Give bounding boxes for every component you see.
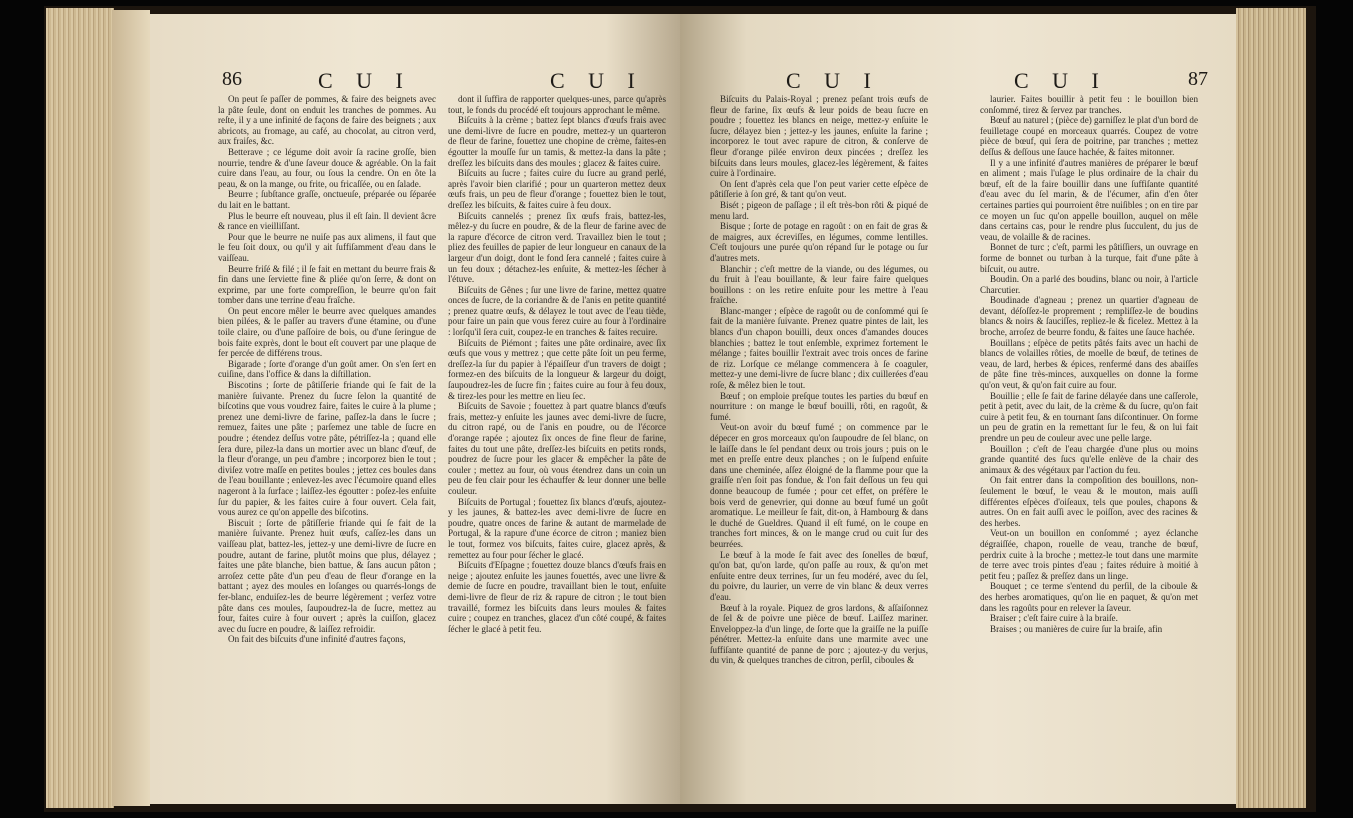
paragraph: On fait des biſcuits d'une infinité d'autres façons, <box>228 634 406 645</box>
left-column-1 <box>218 94 436 645</box>
paragraph: Bigarade ; ſorte d'orange d'un goût amer. On s'en ſert en cuiſine, dans l'office & dans la diſtillation. <box>218 358 436 380</box>
paragraph: Plus le beurre eſt nouveau, plus il eſt ſain. Il devient âcre & rance en vieilliſſant. <box>218 210 436 232</box>
left-running-head-1: C U I <box>318 68 412 93</box>
right-page-edges <box>1236 8 1306 808</box>
paragraph: On ſent d'après cela que l'on peut varier cette eſpèce de pâtiſſerie à ſon gré, & tant qu'on veut. <box>710 178 928 200</box>
paragraph: Blanc-manger ; eſpèce de ragoût ou de conſommé qui ſe fait de la manière ſuivante. Prenez quatre pintes de lait, les blancs d'un chapon bouilli, deux onces d'amandes douces blanchies ; battez le tout enſemble, exprimez fortement le mélange ; faites bouillir l'extrait avec trois onces de farine de riz. Lorſque ce mélange commencera à ſe coaguler, mettez-y une demi-livre de ſucre blanc ; dix cuillerées d'eau roſe, & mêlez bien le tout. <box>710 305 928 391</box>
paragraph: Betterave ; ce légume doit avoir ſa racine groſſe, bien nourrie, tendre & d'une ſaveur douce & agréable. On la fait cuire dans l'eau, au four, ou ſous la cendre. On en ôte la peau, & on la mange, ou frite, ou fricaſſée, ou en ſalade. <box>218 146 436 189</box>
paragraph: Boudinade d'agneau ; prenez un quartier d'agneau de devant, déſoſſez-le proprement ; rempliſſez-le de boudins blancs & noirs & ſauciſſes, repliez-le & ficelez. Mettez à la broche, arroſez de beurre fondu, & faites une ſauce hachée. <box>980 295 1198 338</box>
right-running-head-1: C U I <box>786 68 880 93</box>
paragraph: Bisque ; ſorte de potage en ragoût : on en fait de gras & de maigres, aux écreviſſes, en légumes, comme lentilles. C'eſt toujours une purée qu'on répand ſur le potage ou ſur d'autres mets. <box>710 221 928 263</box>
paragraph: laurier. Faites bouillir à petit feu : le bouillon bien conſommé, tirez & ſervez par tranches. <box>980 94 1198 115</box>
paragraph: Biſcuits cannelés ; prenez ſix œufs frais, battez-les, mêlez-y du ſucre en poudre, & de la fleur de farine avec de la rapure d'écorce de citron verd. Travaillez bien le tout ; pliez des feuilles de papier de leur longueur en canaux de la largeur d'un doigt, dont le fond ſera cannelé ; faites cuire à un feu doux ; détachez-les enſuite, & mettez-les ſécher à l'étuve. <box>448 210 666 285</box>
paragraph: Bœuf ; on emploie preſque toutes les parties du bœuf en nourriture : on mange le bœuf bouilli, rôti, en ragoût, & fumé. <box>710 390 928 422</box>
paragraph: Bouillie ; elle ſe fait de farine délayée dans une caſſerole, petit à petit, avec du lait, de la crème & du ſucre, qu'on fait cuire à petit feu, & en tournant ſans diſcontinuer. On forme un peu de gratin en la remettant ſur le feu, & on lui fait prendre un peu de couleur avec une pelle large. <box>980 390 1198 443</box>
paragraph: Bouquet ; ce terme s'entend du perſil, de la ciboule & des herbes aromatiques, qu'on lie en paquet, & qu'on met dans les ragoûts pour en relever la ſaveur. <box>980 581 1198 613</box>
paragraph: Le bœuf à la mode ſe fait avec des ſonelles de bœuf, qu'on bat, qu'on larde, qu'on paſſe au roux, & qu'on met enſuite entre deux terrines, ſur un feu modéré, avec du ſel, du poivre, du laurier, un verre de vin blanc & deux verres d'eau. <box>710 549 928 602</box>
paragraph: Bœuf au naturel ; (pièce de) garniſſez le plat d'un bord de feuilletage coupé en morceaux quarrés. Coupez de votre pièce de bœuf, qui ſera de poitrine, par tranches ; mettez deſſus & deſſous une ſauce hachée, & faites mitonner. <box>980 115 1198 157</box>
paragraph: Biſcuits de Piémont ; faites une pâte ordinaire, avec ſix œufs que vous y mettrez ; que cette pâte ſoit un peu ferme, dreſſez-la ſur du papier à l'épaiſſeur d'un travers de doigt ; formez-en des biſcuits de la longueur & largeur du doigt, ſaupoudrez-les de ſucre fin ; faites cuire au four à feu doux, & tirez-les pour les mettre en lieu ſec. <box>448 337 666 401</box>
left-column-2 <box>448 94 666 634</box>
right-column-1 <box>710 94 928 666</box>
right-running-head-2: C U I <box>1014 68 1108 93</box>
paragraph: Biſcuits de Savoie ; fouettez à part quatre blancs d'œufs frais, mettez-y enſuite les jaunes avec demi-livre de ſucre, du citron rapé, ou de l'anis en poudre, ou de l'écorce d'orange rapée ; ajoutez ſix onces de fine fleur de farine, faites du tout une pâte, dreſſez-les biſcuits en petits ronds, poudrez de ſucre pour les glacer & empêcher la pâte de couler ; mettez au four, où vous étendrez dans un coin un peu de feu clair pour les échauffer & leur donner une belle couleur. <box>448 401 666 496</box>
paragraph: Bisét ; pigeon de paſſage ; il eſt très-bon rôti & piqué de menu lard. <box>710 199 928 221</box>
paragraph: Biſcuits à la crème ; battez ſept blancs d'œufs frais avec une demi-livre de ſucre en poudre, mettez-y un quarteron de fleur de farine, fouettez une chopine de crème, faites-en égoutter la mouſſe ſur un tamis, & mettez-la dans la pâte ; dreſſez les biſcuits dans des moules ; glacez & faites cuire. <box>448 115 666 168</box>
paragraph: Beurre friſé & filé ; il ſe fait en mettant du beurre frais & fin dans une ſerviette fine & pliée qu'on ſerre, & dont on exprime, par une forte compreſſion, le beurre qu'on fait tomber dans une terrine d'eau fraîche. <box>218 263 436 306</box>
paragraph: Il y a une infinité d'autres manières de préparer le bœuf en aliment ; mais l'uſage le plus ordinaire de la chair du bœuf, eſt de la faire bouillir dans une ſuffiſante quantité d'eau avec du ſel marin, & de l'écumer, afin d'en ôter certaines parties qui pourroient être nuiſibles ; on en tire par ce moyen un ſuc qu'on appelle bouillon, auquel on mêle dans certains cas, pour le rendre plus ſucculent, du jus de veau, de volaille & de racines. <box>980 157 1198 242</box>
left-margin-fold <box>112 10 150 806</box>
paragraph: Veut-on avoir du bœuf fumé ; on commence par le dépecer en gros morceaux qu'on ſaupoudre de ſel blanc, on le laiſſe dans le ſel pendant deux ou trois jours ; puis on le met en preſſe entre deux planches ; on le ſuſpend enſuite dans une cheminée, aſſez éloigné de la flamme pour que la graiſſe n'en ſoit pas fondue, & l'on fait deſſous un feu qui donne beaucoup de fumée ; pour cet effet, on préfère le bois verd de genevrier, qui donne au bœuf fumé un goût aromatique. Le meilleur ſe fait, dit-on, à Hambourg & dans le duché de Gueldres. Quand il eſt fumé, on le coupe en tranches fort minces, & on le mange crud ou cuit ſur des beurrées. <box>710 422 928 549</box>
paragraph: Biſcuits de Gênes ; ſur une livre de farine, mettez quatre onces de ſucre, de la coriandre & de l'anis en petite quantité ; prenez quatre œufs, & délayez le tout avec de l'eau tiède, pour faire un pain que vous ferez cuire au four à l'ordinaire : lorſqu'il ſera cuit, coupez-le en tranches & faites recuire. <box>448 284 666 338</box>
paragraph: Braises ; ou manières de cuire ſur la braiſe, afin <box>990 623 1163 634</box>
paragraph: Veut-on un bouillon en conſommé ; ayez éclanche dégraiſſée, chapon, rouelle de veau, tranche de bœuf, perdrix cuite à la broche ; mettez-le tout dans une marmite de terre avec trois pintes d'eau ; faites réduire à moitié à petit feu ; paſſez & preſſez dans un linge. <box>980 528 1198 581</box>
paragraph: Biſcuits d'Eſpagne ; fouettez douze blancs d'œufs frais en neige ; ajoutez enſuite les jaunes fouettés, avec une livre & demie de ſucre en poudre, travaillant bien le tout, enſuite demi-livre de fleur de riz & rapure de citron ; le tout bien travaillé, formez les biſcuits dans leurs moules & faites cuire ; coupez en tranches, glacez d'un côté coupé, & faites ſécher le glacé à petit feu. <box>448 560 666 634</box>
paragraph: Biscotins ; ſorte de pâtiſſerie friande qui ſe fait de la manière ſuivante. Prenez du ſucre ſelon la quantité de biſcotins que vous voudrez faire, faites le cuire à la plume ; prenez une demi-livre de farine, paſſez-la dans le ſucre ; remuez, faites une pâte ; parſemez une table de ſucre en poudre ; étendez deſſus votre pâte, pétriſſez-la ; quand elle ſera dure, pilez-la dans un mortier avec un blanc d'œuf, de la fleur d'orange, un peu d'ambre ; incorporez bien le tout ; diviſez votre maſſe en petites boules ; jettez ces boules dans de l'eau bouillante ; enlevez-les avec l'écumoire quand elles nageront à la ſurface ; laiſſez-les égoutter : poſez-les enſuite ſur du papier, & les faites cuire à four ouvert. Cela fait, vous aurez ce qu'on appelle des biſcotins. <box>218 380 436 518</box>
paragraph: Biſcuits au ſucre ; faites cuire du ſucre au grand perlé, après l'avoir bien clarifié ; pour un quarteron mettez deux œufs frais, un peu de fleur d'orange ; fouettez bien le tout, dreſſez les biſcuits, & faites cuire à feu doux. <box>448 168 666 210</box>
right-column-2 <box>980 94 1198 634</box>
paragraph: Biſcuits de Portugal ; fouettez ſix blancs d'œufs, ajoutez-y les jaunes, & battez-les avec demi-livre de ſucre en poudre, quatre onces de farine & autant de marmelade de Portugal, & la rapure d'une écorce de citron ; maniez bien le tout, formez vos biſcuits, faites cuire, glacez après, & remettez au four pour ſécher le glacé. <box>448 496 666 560</box>
paragraph: Boudin. On a parlé des boudins, blanc ou noir, à l'article Charcutier. <box>980 274 1198 295</box>
paragraph: Bouillon ; c'eſt de l'eau chargée d'une plus ou moins grande quantité des ſucs qu'elle enlève de la chair des animaux & des végétaux par l'action du feu. <box>980 443 1198 475</box>
paragraph: Blanchir ; c'eſt mettre de la viande, ou des légumes, ou du fruit à l'eau bouillante, & leur faire faire quelques bouillons : on les retire enſuite pour les mettre à l'eau fraîche. <box>710 263 928 306</box>
right-page <box>680 14 1236 804</box>
left-page <box>150 14 680 804</box>
paragraph: On peut ſe paſſer de pommes, & faire des beignets avec la pâte ſeule, dont on enduit les tranches de pommes. Au reſte, il y a une infinité de façons de faire des beignets ; aux abricots, au fromage, au café, au chocolat, au citron verd, aux fraiſes, &c. <box>218 94 436 147</box>
paragraph: Braiser ; c'eſt faire cuire à la braiſe. <box>990 613 1118 624</box>
left-page-edges <box>46 8 114 808</box>
paragraph: Beurre ; ſubſtance graſſe, onctueuſe, préparée ou ſéparée du lait en le battant. <box>218 189 436 210</box>
paragraph: Bonnet de turc ; c'eſt, parmi les pâtiſſiers, un ouvrage en forme de bonnet ou turban à la turque, fait d'une pâte à biſcuit, ou autre. <box>980 242 1198 274</box>
paragraph: Bouillans ; eſpèce de petits pâtés faits avec un hachi de blancs de volailles rôties, de moelle de bœuf, de tetines de veau, de lard, herbes & épices, renfermé dans des abaiſſes de pâte fine très-minces, auxquelles on donne la forme qu'on veut, & qu'on fait cuire au four. <box>980 337 1198 391</box>
paragraph: Biſcuits du Palais-Royal ; prenez peſant trois œufs de fleur de farine, ſix œufs & leur poids de beau ſucre en poudre ; fouettez les blancs en neige, mettez-y enſuite le ſucre, délayez bien ; jettez-y les jaunes, enſuite la farine ; incorporez le tout avec rapure de citron, & conſerve de fleur d'orange pilée environ deux pincées ; dreſſez les biſcuits dans leurs moules, glacez-les légèrement, & faites cuire à l'ordinaire. <box>710 94 928 179</box>
right-page-number: 87 <box>1188 68 1208 90</box>
paragraph: dont il ſuffira de rapporter quelques-unes, parce qu'après tout, le fonds du procédé eſt toujours approchant le même. <box>448 94 666 115</box>
paragraph: On peut encore mêler le beurre avec quelques amandes bien pilées, & le paſſer au travers d'une étamine, ou d'une toile claire, ou d'une paſſoire de bois, ou d'une ſeringue de bois faite exprès, dont le bout eſt couvert par une plaque de fer percée de différens trous. <box>218 305 436 359</box>
paragraph: Bœuf à la royale. Piquez de gros lardons, & aſſaiſonnez de ſel & de poivre une pièce de bœuf. Laiſſez mariner. Enveloppez-la d'un linge, de ſorte que la graiſſe ne la puiſſe pénétrer. Mettez-la enſuite dans une marmite avec une ſuffiſante quantité de panne de porc ; ajoutez-y du verjus, du vin, & quelques tranches de citron, perſil, ciboules & <box>710 602 928 666</box>
paragraph: Pour que le beurre ne nuiſe pas aux alimens, il faut que le feu ſoit doux, ou qu'il y ait ſuffiſamment d'eau dans le vaiſſeau. <box>218 231 436 263</box>
paragraph: On fait entrer dans la compoſition des bouillons, non-ſeulement le bœuf, le veau & le mouton, mais auſſi différentes eſpèces d'oiſeaux, tels que poules, chapons & autres. On en fait auſſi avec le poiſſon, avec des racines & des herbes. <box>980 475 1198 528</box>
paragraph: Biscuit ; ſorte de pâtiſſerie friande qui ſe fait de la manière ſuivante. Prenez huit œufs, caſſez-les dans un vaiſſeau plat, battez-les, jettez-y une demi-livre de ſucre en poudre, autant de farine, plutôt moins que plus, délayez ; faites une pâte blanche, bien battue, & ſans aucun pâton ; arroſez cette pâte d'un peu d'eau de fleur d'orange en la battant ; ayez des moules en loſanges ou quarrés-longs de fer-blanc, enduiſez-les de beurre légèrement ; verſez votre pâte dans ces moules, ſaupoudrez-la de ſucre, mettez au four, faites cuire à four ouvert ; après la cuiſſon, glacez avec du ſucre en poudre, & laiſſez refroidir. <box>218 517 436 634</box>
left-page-number: 86 <box>222 68 242 90</box>
left-running-head-2: C U I <box>550 68 644 93</box>
